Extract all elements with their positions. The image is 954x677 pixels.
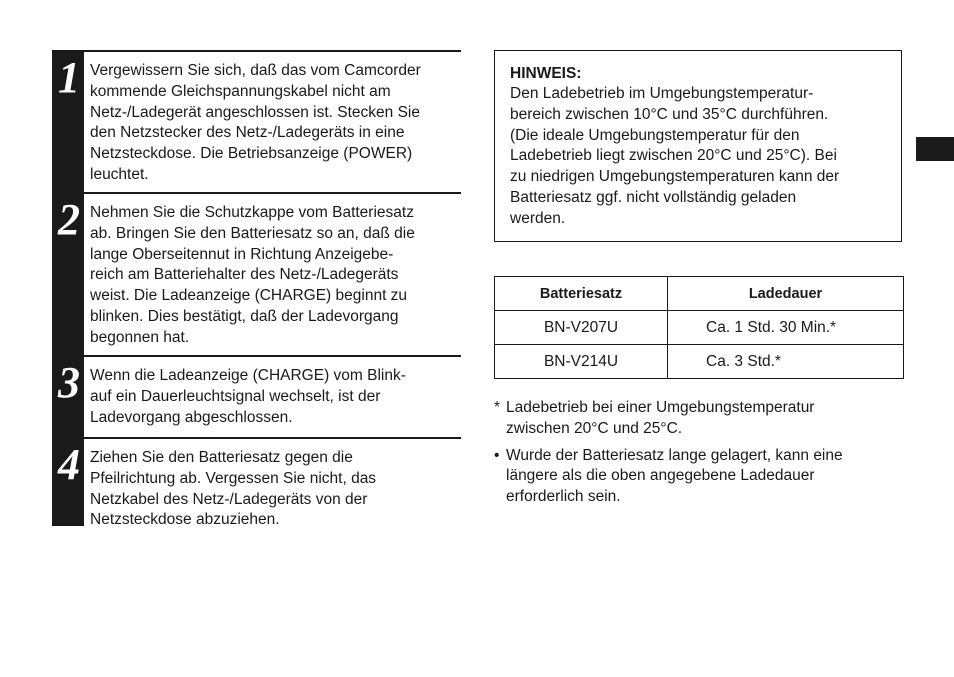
step-text (90, 357, 461, 436)
step-3 (52, 355, 461, 437)
table-row (495, 311, 904, 345)
note-line: Batteriesatz ggf. nicht vollständig geladen (510, 188, 797, 206)
step-text (90, 52, 461, 194)
step-number: 2 (58, 195, 80, 244)
table-header-row (495, 277, 904, 311)
footnote-line: zwischen 20°C und 25°C. (506, 419, 683, 437)
step-line: Pfeilrichtung ab. Vergessen Sie nicht, das (90, 469, 377, 487)
column-header: Batteriesatz (495, 277, 668, 311)
footnote-line: erforderlich sein. (506, 488, 621, 506)
footnote-line: Wurde der Batteriesatz lange gelagert, kann eine (506, 446, 843, 464)
step-line: Netz-/Ladegerät angeschlossen ist. Stecken Sie (90, 103, 420, 121)
step-line: begonnen hat. (90, 328, 190, 346)
step-number-bar (52, 50, 84, 192)
step-line: Netzkabel des Netz-/Ladegeräts von der (90, 490, 368, 508)
step-line: leuchtet. (90, 165, 149, 183)
note-line: werden. (510, 209, 566, 227)
step-line: reich am Batteriehalter des Netz-/Ladegeräts (90, 266, 399, 284)
note-line: (Die ideale Umgebungstemperatur für den (510, 126, 800, 144)
step-line: Nehmen Sie die Schutzkappe vom Batteriesatz (90, 204, 414, 221)
footnote-line: längere als die oben angegebene Ladedauer (506, 467, 815, 485)
footnote-asterisk (494, 398, 894, 440)
step-line: Ziehen Sie den Batteriesatz gegen die (90, 449, 353, 466)
step-1 (52, 50, 461, 192)
note-line: Den Ladebetrieb im Umgebungstemperatur- (510, 85, 814, 102)
step-line: Ladevorgang abgeschlossen. (90, 408, 293, 426)
footnotes (494, 398, 894, 514)
note-box (494, 50, 902, 242)
step-number: 1 (58, 53, 80, 102)
step-line: blinken. Dies bestätigt, daß der Ladevorgang (90, 307, 399, 325)
step-line: lange Oberseitennut in Richtung Anzeigebe- (90, 245, 394, 263)
step-line: kommende Gleichspannungskabel nicht am (90, 82, 391, 100)
footnote-line: Ladebetrieb bei einer Umgebungstemperatur (506, 399, 815, 416)
table-cell: BN-V207U (495, 311, 668, 345)
step-number-bar (52, 355, 84, 437)
step-2 (52, 192, 461, 355)
step-number-bar (52, 437, 84, 526)
step-number: 3 (58, 358, 80, 407)
section-tab-marker (916, 137, 954, 161)
footnote-bullet (494, 446, 894, 508)
step-line: weist. Die Ladeanzeige (CHARGE) beginnt zu (90, 287, 408, 305)
note-line: bereich zwischen 10°C und 35°C durchführen. (510, 105, 829, 123)
step-line: auf ein Dauerleuchtsignal wechselt, ist der (90, 387, 381, 405)
note-body (510, 84, 887, 230)
step-number-bar (52, 192, 84, 355)
step-4 (52, 437, 461, 529)
step-line: ab. Bringen Sie den Batteriesatz so an, daß die (90, 224, 415, 242)
column-header: Ladedauer (668, 277, 904, 311)
step-number: 4 (58, 440, 80, 489)
step-line: Wenn die Ladeanzeige (CHARGE) vom Blink- (90, 367, 406, 384)
steps-list (52, 50, 461, 529)
table-cell: BN-V214U (495, 345, 668, 379)
note-line: Ladebetrieb liegt zwischen 20°C und 25°C). Bei (510, 147, 837, 165)
table-cell: Ca. 3 Std.* (668, 345, 904, 379)
charge-time-table (494, 276, 904, 379)
step-line: Netzsteckdose abzuziehen. (90, 511, 280, 529)
note-title: HINWEIS: (510, 65, 582, 82)
asterisk-mark: * (494, 399, 501, 416)
note-line: zu niedrigen Umgebungstemperaturen kann der (510, 168, 840, 186)
step-line: Vergewissern Sie sich, daß das vom Camcorder (90, 62, 421, 79)
step-line: Netzsteckdose. Die Betriebsanzeige (POWER) (90, 145, 413, 163)
step-line: den Netzstecker des Netz-/Ladegeräts in eine (90, 124, 405, 142)
step-text (90, 439, 461, 539)
table-cell: Ca. 1 Std. 30 Min.* (668, 311, 904, 345)
bullet-mark: • (494, 446, 500, 464)
step-text (90, 194, 461, 357)
table-row (495, 345, 904, 379)
